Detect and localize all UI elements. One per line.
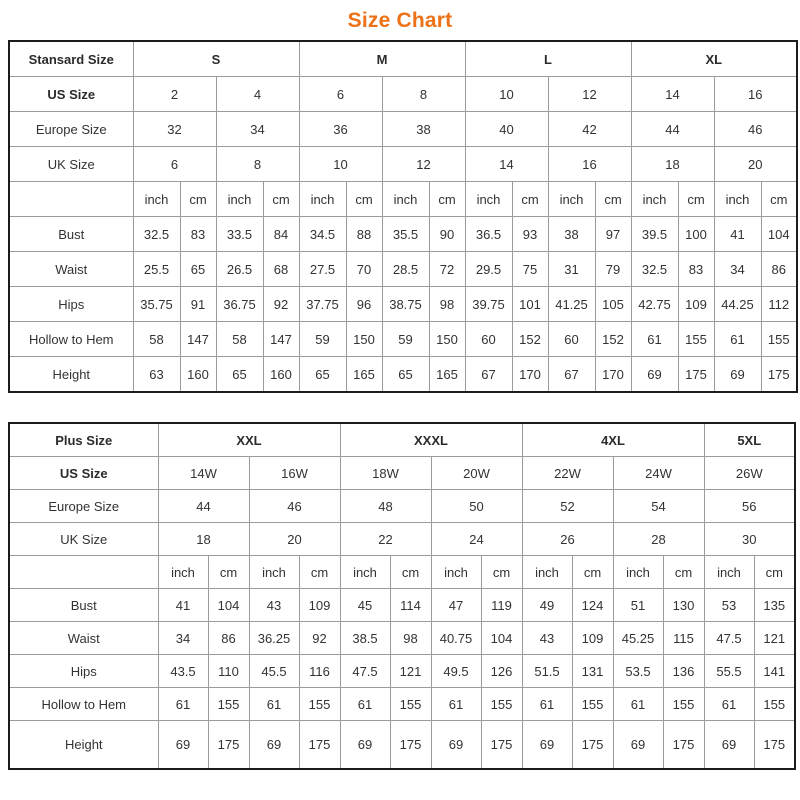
table-row (9, 457, 795, 490)
measure-value-cell: 155 (754, 688, 795, 721)
measure-value-cell: 69 (714, 357, 761, 393)
size-value-cell: 20W (431, 457, 522, 490)
measure-value-cell: 41 (158, 589, 208, 622)
unit-cm-label: cm (663, 556, 704, 589)
measure-value-cell: 84 (263, 217, 299, 252)
measure-value-cell: 70 (346, 252, 382, 287)
size-value-cell: 32 (133, 112, 216, 147)
size-value-cell: 20 (714, 147, 797, 182)
size-group-header: L (465, 41, 631, 77)
size-value-cell: 54 (613, 490, 704, 523)
measure-value-cell: 61 (249, 688, 299, 721)
size-group-header: M (299, 41, 465, 77)
unit-inch-label: inch (465, 182, 512, 217)
measure-value-cell: 114 (390, 589, 431, 622)
table-row (9, 77, 797, 112)
size-value-cell: 16 (548, 147, 631, 182)
measure-value-cell: 104 (208, 589, 249, 622)
measure-value-cell: 36.25 (249, 622, 299, 655)
measure-value-cell: 69 (613, 721, 663, 770)
measure-value-cell: 32.5 (133, 217, 180, 252)
size-value-cell: 44 (158, 490, 249, 523)
size-value-cell: 36 (299, 112, 382, 147)
measure-value-cell: 29.5 (465, 252, 512, 287)
table-row (9, 423, 795, 457)
measure-value-cell: 38 (548, 217, 595, 252)
measure-value-cell: 175 (572, 721, 613, 770)
measure-value-cell: 53 (704, 589, 754, 622)
unit-cm-label: cm (346, 182, 382, 217)
size-value-cell: 22W (522, 457, 613, 490)
measure-value-cell: 61 (158, 688, 208, 721)
measure-value-cell: 110 (208, 655, 249, 688)
unit-inch-label: inch (133, 182, 180, 217)
measure-value-cell: 65 (180, 252, 216, 287)
measure-value-cell: 69 (431, 721, 481, 770)
size-value-cell: 52 (522, 490, 613, 523)
measure-value-cell: 61 (631, 322, 678, 357)
unit-cm-label: cm (429, 182, 465, 217)
size-value-cell: 14 (465, 147, 548, 182)
size-value-cell: 18 (158, 523, 249, 556)
unit-cm-label: cm (595, 182, 631, 217)
size-value-cell: 40 (465, 112, 548, 147)
measure-value-cell: 47 (431, 589, 481, 622)
corner-label: Stansard Size (9, 41, 133, 77)
size-value-cell: 12 (548, 77, 631, 112)
size-value-cell: 4 (216, 77, 299, 112)
unit-inch-label: inch (299, 182, 346, 217)
measure-value-cell: 155 (299, 688, 340, 721)
size-value-cell: 16 (714, 77, 797, 112)
table-row (9, 182, 797, 217)
measure-value-cell: 119 (481, 589, 522, 622)
measure-value-cell: 160 (180, 357, 216, 393)
measure-value-cell: 147 (180, 322, 216, 357)
measure-value-cell: 65 (382, 357, 429, 393)
measure-value-cell: 28.5 (382, 252, 429, 287)
measure-value-cell: 69 (340, 721, 390, 770)
size-chart-title: Size Chart (347, 9, 453, 32)
size-value-cell: 8 (216, 147, 299, 182)
measure-value-cell: 86 (761, 252, 797, 287)
measure-value-cell: 72 (429, 252, 465, 287)
measure-value-cell: 175 (678, 357, 714, 393)
size-group-header: 4XL (522, 423, 704, 457)
measure-value-cell: 37.75 (299, 287, 346, 322)
plus-size-table (8, 422, 796, 770)
measure-value-cell: 136 (663, 655, 704, 688)
measure-value-cell: 175 (663, 721, 704, 770)
measure-value-cell: 101 (512, 287, 548, 322)
measure-value-cell: 155 (208, 688, 249, 721)
measure-value-cell: 60 (548, 322, 595, 357)
size-value-cell: 24 (431, 523, 522, 556)
size-value-cell: 22 (340, 523, 431, 556)
measure-value-cell: 67 (465, 357, 512, 393)
measure-value-cell: 45.25 (613, 622, 663, 655)
size-value-cell: 28 (613, 523, 704, 556)
measure-value-cell: 155 (390, 688, 431, 721)
measure-value-cell: 130 (663, 589, 704, 622)
size-value-cell: 16W (249, 457, 340, 490)
measure-value-cell: 60 (465, 322, 512, 357)
measure-value-cell: 39.75 (465, 287, 512, 322)
row-label: Europe Size (9, 112, 133, 147)
measure-value-cell: 175 (390, 721, 431, 770)
size-value-cell: 26W (704, 457, 795, 490)
size-value-cell: 14W (158, 457, 249, 490)
table-row (9, 523, 795, 556)
measure-value-cell: 116 (299, 655, 340, 688)
unit-cm-label: cm (180, 182, 216, 217)
measure-value-cell: 155 (761, 322, 797, 357)
measure-value-cell: 86 (208, 622, 249, 655)
row-label: Hollow to Hem (9, 688, 158, 721)
corner-label: Plus Size (9, 423, 158, 457)
measure-value-cell: 35.75 (133, 287, 180, 322)
measure-value-cell: 98 (429, 287, 465, 322)
measure-value-cell: 90 (429, 217, 465, 252)
row-label: US Size (9, 457, 158, 490)
unit-cm-label: cm (678, 182, 714, 217)
size-value-cell: 38 (382, 112, 465, 147)
measure-value-cell: 150 (346, 322, 382, 357)
measure-value-cell: 96 (346, 287, 382, 322)
size-group-header: XL (631, 41, 797, 77)
measure-value-cell: 45.5 (249, 655, 299, 688)
measure-value-cell: 109 (678, 287, 714, 322)
size-value-cell: 10 (299, 147, 382, 182)
measure-value-cell: 121 (390, 655, 431, 688)
size-group-header: 5XL (704, 423, 795, 457)
size-value-cell: 46 (714, 112, 797, 147)
unit-inch-label: inch (382, 182, 429, 217)
table-row (9, 721, 795, 770)
measure-value-cell: 33.5 (216, 217, 263, 252)
measure-value-cell: 49.5 (431, 655, 481, 688)
measure-value-cell: 49 (522, 589, 572, 622)
measure-value-cell: 61 (704, 688, 754, 721)
size-group-header: XXL (158, 423, 340, 457)
measure-value-cell: 155 (663, 688, 704, 721)
table-row (9, 112, 797, 147)
measure-value-cell: 34 (714, 252, 761, 287)
measure-value-cell: 65 (216, 357, 263, 393)
unit-inch-label: inch (340, 556, 390, 589)
measure-value-cell: 109 (572, 622, 613, 655)
measure-value-cell: 121 (754, 622, 795, 655)
table-row (9, 287, 797, 322)
measure-value-cell: 40.75 (431, 622, 481, 655)
measure-value-cell: 92 (299, 622, 340, 655)
measure-value-cell: 67 (548, 357, 595, 393)
size-value-cell: 30 (704, 523, 795, 556)
measure-value-cell: 42.75 (631, 287, 678, 322)
measure-value-cell: 100 (678, 217, 714, 252)
table-row (9, 147, 797, 182)
size-value-cell: 6 (133, 147, 216, 182)
measure-value-cell: 43 (522, 622, 572, 655)
measure-value-cell: 31 (548, 252, 595, 287)
size-value-cell: 2 (133, 77, 216, 112)
size-group-header: S (133, 41, 299, 77)
size-value-cell: 50 (431, 490, 522, 523)
unit-inch-label: inch (613, 556, 663, 589)
unit-inch-label: inch (631, 182, 678, 217)
unit-cm-label: cm (754, 556, 795, 589)
measure-value-cell: 59 (382, 322, 429, 357)
table-row (9, 556, 795, 589)
unit-inch-label: inch (431, 556, 481, 589)
measure-value-cell: 32.5 (631, 252, 678, 287)
measure-value-cell: 58 (216, 322, 263, 357)
row-label: Hollow to Hem (9, 322, 133, 357)
measure-value-cell: 69 (631, 357, 678, 393)
size-value-cell: 48 (340, 490, 431, 523)
measure-value-cell: 175 (761, 357, 797, 393)
unit-inch-label: inch (522, 556, 572, 589)
measure-value-cell: 109 (299, 589, 340, 622)
measure-value-cell: 26.5 (216, 252, 263, 287)
measure-value-cell: 124 (572, 589, 613, 622)
measure-value-cell: 59 (299, 322, 346, 357)
measure-value-cell: 58 (133, 322, 180, 357)
size-value-cell: 8 (382, 77, 465, 112)
measure-value-cell: 44.25 (714, 287, 761, 322)
unit-cm-label: cm (481, 556, 522, 589)
measure-value-cell: 61 (431, 688, 481, 721)
unit-cm-label: cm (390, 556, 431, 589)
measure-value-cell: 98 (390, 622, 431, 655)
measure-value-cell: 41 (714, 217, 761, 252)
table-row (9, 357, 797, 393)
measure-value-cell: 47.5 (704, 622, 754, 655)
row-label: UK Size (9, 147, 133, 182)
measure-value-cell: 131 (572, 655, 613, 688)
measure-value-cell: 92 (263, 287, 299, 322)
row-label: UK Size (9, 523, 158, 556)
measure-value-cell: 155 (678, 322, 714, 357)
unit-cm-label: cm (761, 182, 797, 217)
measure-value-cell: 38.75 (382, 287, 429, 322)
measure-value-cell: 170 (595, 357, 631, 393)
measure-value-cell: 152 (595, 322, 631, 357)
unit-inch-label: inch (249, 556, 299, 589)
measure-value-cell: 115 (663, 622, 704, 655)
measure-value-cell: 34 (158, 622, 208, 655)
size-value-cell: 18W (340, 457, 431, 490)
measure-value-cell: 75 (512, 252, 548, 287)
table-row (9, 655, 795, 688)
measure-value-cell: 91 (180, 287, 216, 322)
size-group-header: XXXL (340, 423, 522, 457)
measure-value-cell: 61 (522, 688, 572, 721)
unit-cm-label: cm (299, 556, 340, 589)
measure-value-cell: 170 (512, 357, 548, 393)
measure-value-cell: 41.25 (548, 287, 595, 322)
measure-value-cell: 155 (481, 688, 522, 721)
row-label: Bust (9, 589, 158, 622)
measure-value-cell: 83 (678, 252, 714, 287)
measure-value-cell: 165 (346, 357, 382, 393)
measure-value-cell: 97 (595, 217, 631, 252)
measure-value-cell: 36.75 (216, 287, 263, 322)
size-value-cell: 42 (548, 112, 631, 147)
measure-value-cell: 39.5 (631, 217, 678, 252)
row-label: Height (9, 721, 158, 770)
measure-value-cell: 55.5 (704, 655, 754, 688)
measure-value-cell: 63 (133, 357, 180, 393)
row-label: Europe Size (9, 490, 158, 523)
measure-value-cell: 152 (512, 322, 548, 357)
size-value-cell: 34 (216, 112, 299, 147)
measure-value-cell: 68 (263, 252, 299, 287)
size-chart-page (0, 9, 800, 770)
measure-value-cell: 69 (158, 721, 208, 770)
empty-corner-cell (9, 182, 133, 217)
unit-cm-label: cm (512, 182, 548, 217)
measure-value-cell: 25.5 (133, 252, 180, 287)
size-value-cell: 44 (631, 112, 714, 147)
table-row (9, 589, 795, 622)
measure-value-cell: 51 (613, 589, 663, 622)
measure-value-cell: 135 (754, 589, 795, 622)
measure-value-cell: 155 (572, 688, 613, 721)
measure-value-cell: 47.5 (340, 655, 390, 688)
row-label: US Size (9, 77, 133, 112)
standard-size-table (8, 40, 798, 393)
measure-value-cell: 45 (340, 589, 390, 622)
measure-value-cell: 61 (613, 688, 663, 721)
measure-value-cell: 175 (208, 721, 249, 770)
measure-value-cell: 27.5 (299, 252, 346, 287)
table-row (9, 252, 797, 287)
measure-value-cell: 69 (249, 721, 299, 770)
unit-cm-label: cm (572, 556, 613, 589)
measure-value-cell: 141 (754, 655, 795, 688)
measure-value-cell: 69 (704, 721, 754, 770)
size-value-cell: 24W (613, 457, 704, 490)
measure-value-cell: 175 (754, 721, 795, 770)
size-value-cell: 6 (299, 77, 382, 112)
measure-value-cell: 88 (346, 217, 382, 252)
measure-value-cell: 105 (595, 287, 631, 322)
unit-inch-label: inch (714, 182, 761, 217)
unit-cm-label: cm (208, 556, 249, 589)
unit-inch-label: inch (216, 182, 263, 217)
measure-value-cell: 175 (481, 721, 522, 770)
measure-value-cell: 38.5 (340, 622, 390, 655)
empty-corner-cell (9, 556, 158, 589)
measure-value-cell: 43 (249, 589, 299, 622)
measure-value-cell: 104 (481, 622, 522, 655)
row-label: Waist (9, 622, 158, 655)
size-value-cell: 26 (522, 523, 613, 556)
size-value-cell: 14 (631, 77, 714, 112)
size-value-cell: 20 (249, 523, 340, 556)
measure-value-cell: 175 (299, 721, 340, 770)
table-row (9, 217, 797, 252)
table-row (9, 688, 795, 721)
measure-value-cell: 93 (512, 217, 548, 252)
size-value-cell: 46 (249, 490, 340, 523)
measure-value-cell: 147 (263, 322, 299, 357)
table-row (9, 622, 795, 655)
measure-value-cell: 126 (481, 655, 522, 688)
table-row (9, 41, 797, 77)
size-value-cell: 56 (704, 490, 795, 523)
table-row (9, 490, 795, 523)
row-label: Hips (9, 655, 158, 688)
size-value-cell: 10 (465, 77, 548, 112)
measure-value-cell: 34.5 (299, 217, 346, 252)
measure-value-cell: 35.5 (382, 217, 429, 252)
measure-value-cell: 150 (429, 322, 465, 357)
unit-inch-label: inch (548, 182, 595, 217)
measure-value-cell: 160 (263, 357, 299, 393)
measure-value-cell: 61 (340, 688, 390, 721)
row-label: Height (9, 357, 133, 393)
measure-value-cell: 69 (522, 721, 572, 770)
measure-value-cell: 61 (714, 322, 761, 357)
measure-value-cell: 79 (595, 252, 631, 287)
measure-value-cell: 53.5 (613, 655, 663, 688)
unit-inch-label: inch (704, 556, 754, 589)
measure-value-cell: 51.5 (522, 655, 572, 688)
size-value-cell: 18 (631, 147, 714, 182)
unit-inch-label: inch (158, 556, 208, 589)
measure-value-cell: 43.5 (158, 655, 208, 688)
table-row (9, 322, 797, 357)
unit-cm-label: cm (263, 182, 299, 217)
measure-value-cell: 83 (180, 217, 216, 252)
size-value-cell: 12 (382, 147, 465, 182)
measure-value-cell: 104 (761, 217, 797, 252)
measure-value-cell: 112 (761, 287, 797, 322)
row-label: Hips (9, 287, 133, 322)
row-label: Waist (9, 252, 133, 287)
measure-value-cell: 165 (429, 357, 465, 393)
row-label: Bust (9, 217, 133, 252)
measure-value-cell: 65 (299, 357, 346, 393)
measure-value-cell: 36.5 (465, 217, 512, 252)
